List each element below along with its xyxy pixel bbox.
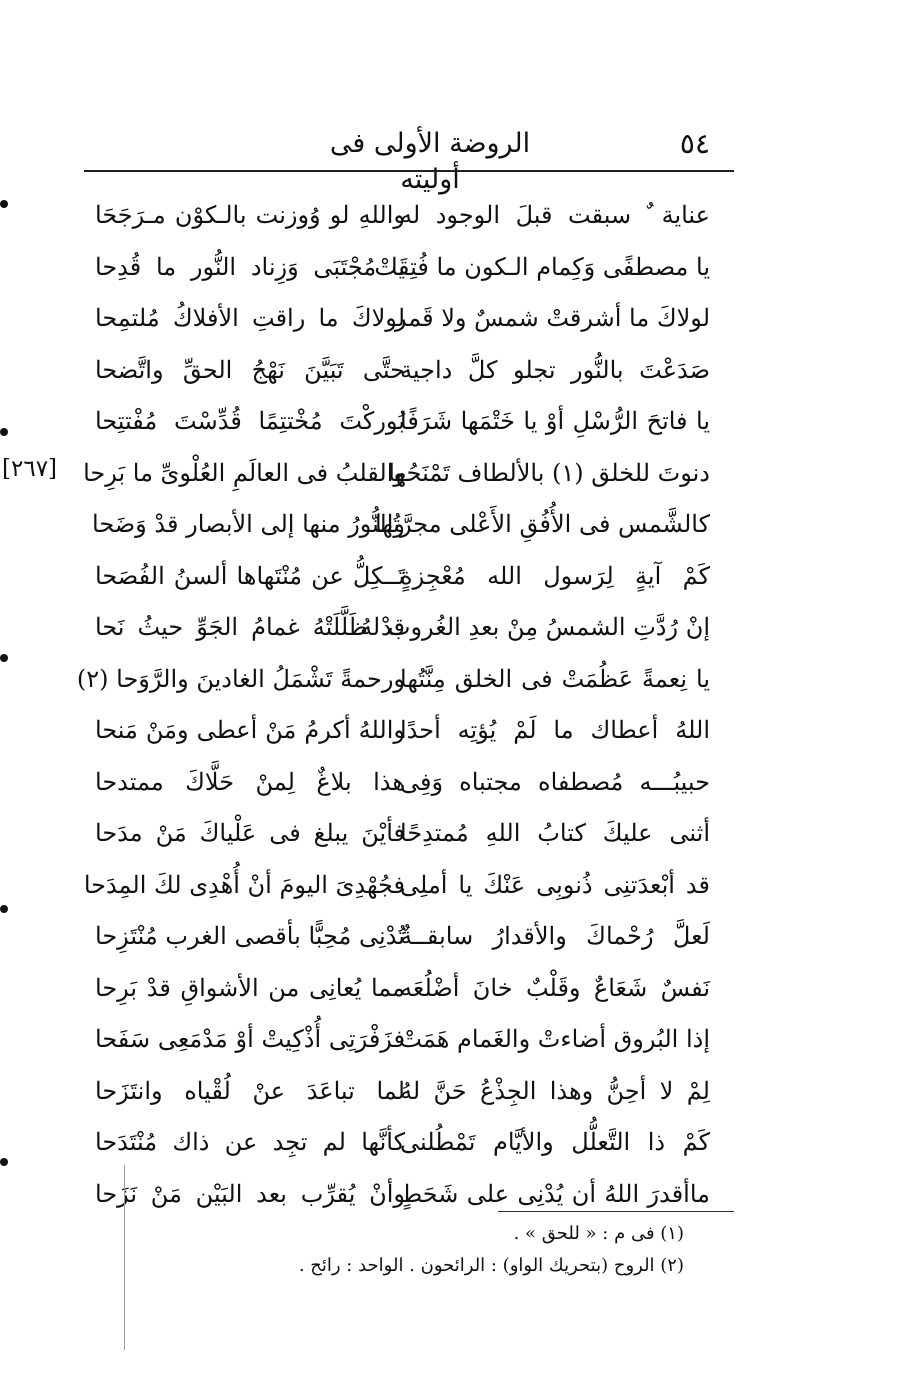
- verse-line: كَمْ ذا التَّعلُّل والأيَّام تَمْطُلنى: [400, 1128, 710, 1156]
- verse-line: فجُهْدِىَ اليومَ أنْ أُهْدِى لكَ المِدَحا: [83, 870, 405, 899]
- verse-line: تَــكِلُّ عن مُنْتَهاها ألسنُ الفُصَحا: [95, 561, 405, 590]
- page-number: ٥٤: [679, 127, 710, 160]
- verse-line: وأنْ يُقرِّب بعد البَيْن مَنْ نَزَحا: [95, 1179, 405, 1208]
- verse-line: لولاكَ ما راقتِ الأفلاكُ مُلتمِحا: [95, 304, 405, 332]
- verse-line: فأيْنَ يبلغ فى عَلْياكَ مَنْ مدَحا: [95, 819, 405, 847]
- verse-line: حبيبُـــه مُصطفاه مجتباه وَفِى: [400, 767, 710, 796]
- verse-line: يا مُجْتَبَى وَزِناد النُّور ما قُدِحا: [95, 252, 405, 281]
- scan-mark: [0, 428, 8, 436]
- verse-line: عناية ٌ سبقت قبلَ الوجود له: [400, 201, 710, 229]
- verse-line: لِمْ لا أحِنُّ وهذا الجِذْعُ حَنَّ لهُ: [400, 1076, 710, 1105]
- verse-line: إنْ رُدَّتِ الشمسُ مِنْ بعدِ الغُروب لهُ: [360, 613, 710, 641]
- running-header-title: الروضة الأولى فى أوليته: [329, 128, 531, 195]
- verse-line: يا مصطفًى وَكِمام الـكون ما فُتِقَتْ: [374, 252, 710, 281]
- footnote-2: (٢) الروح (بتحريك الواو) : الرائحون . الواحد : رائح .: [298, 1255, 684, 1276]
- verse-line: دنوتَ للخلق (١) بالألطاف تَمْنَحُها: [388, 458, 710, 487]
- left-hemistich-column: [76, 190, 405, 1220]
- verse-line: نَفسٌ شَعَاعٌ وقَلْبٌ خانَ أضْلُعَه: [400, 973, 710, 1002]
- verse-line: حتَّى تَبَيَّنَ نَهْجُ الحقِّ واتَّضحا: [95, 355, 405, 384]
- footnote-rule: [498, 1211, 734, 1212]
- verse-line: يا فاتحَ الرُّسْلِ أوْ يا خَتْمَها شَرَفًا: [400, 407, 710, 435]
- verse-line: ورحمةً تَشْمَلُ الغادينَ والرَّوَحا (٢): [76, 664, 405, 693]
- footnote-1: (١) فى م : « للحق » .: [513, 1223, 684, 1244]
- scan-mark: [0, 200, 8, 208]
- verse-line: فزَفْرَتِى أُذْكِيتْ أوْ مَدْمَعِى سَفَحا: [95, 1025, 405, 1053]
- verse-line: قدْ ظَلَّلَتْهُ غمامُ الجَوِّ حيثُ نَحا: [95, 613, 405, 641]
- verse-line: تُدْنِى مُحِبًّا بأقصى الغرب مُنْتَزِحا: [95, 922, 405, 950]
- scan-mark: [0, 1158, 8, 1166]
- verse-line: لَعلَّ رُحْماكَ والأقدارُ سابقــةٌ: [400, 922, 710, 950]
- scan-mark: [0, 905, 8, 913]
- verse-line: بُوركْتَ مُخْتتِمًا قُدِّسْتَ مُفْتتِحا: [95, 407, 405, 435]
- verse-line: لما تباعَدَ عنْ لُقْياه وانتَزَحا: [95, 1076, 405, 1105]
- header-rule: [84, 170, 734, 172]
- verse-line: لولاكَ ما أشرقتْ شمسٌ ولا قَمر: [395, 304, 710, 332]
- scan-mark: [0, 654, 8, 662]
- verse-line: إذا البُروق أضاءتْ والغَمام هَمَتْ: [399, 1025, 710, 1053]
- verse-line: أثنى عليكَ كتابُ اللهِ مُمتدِحًا: [400, 819, 710, 847]
- verse-line: كالشَّمس فى الأُفُقِ الأَعْلى مجرَّتُها: [374, 510, 710, 538]
- gutter-line: [124, 1165, 125, 1350]
- verse-line: اللهُ أعطاك ما لَمْ يُؤتِه أحدًا: [400, 716, 710, 744]
- verse-line: كأنَّها لم تجِد عن ذاك مُنْتَدَحا: [95, 1128, 405, 1156]
- verse-line: قد أبْعدَتنِى ذُنوبِى عَنْكَ يا أملِى: [400, 870, 710, 899]
- right-hemistich-column: [360, 190, 710, 1220]
- footnotes: [230, 1218, 684, 1282]
- verse-line: ماأقدرَ اللهُ أن يُدْنِى على شَحَطٍ: [400, 1179, 710, 1208]
- verse-line: والقلبُ فى العالَمِ العُلْوىِّ ما بَرِحا: [83, 458, 405, 487]
- verse-line: واللهِ لو وُوزنت بالـكوْن مـرَجَحَا: [95, 201, 405, 229]
- verse-line: واللهُ أكرمُ مَنْ أعطى ومَنْ مَنحا: [95, 716, 405, 744]
- verse-line: يا نِعمةً عَظُمَتْ فى الخلق مِنَّتُها: [400, 664, 710, 693]
- verse-line: هذا بلاغٌ لِمنْ حَلَّاكَ ممتدحا: [95, 767, 405, 796]
- verse-line: كَمْ آيةٍ لِرَسول الله مُعْجِزةٍ: [400, 561, 710, 590]
- margin-reference: [٢٦٧]: [2, 456, 58, 482]
- verse-line: والنُّورُ منها إلى الأبصار قدْ وَضَحا: [92, 510, 405, 538]
- verse-line: صَدَعْتَ بالنُّور تجلو كلَّ داجية: [400, 355, 710, 384]
- verse-line: مما يُعانِى من الأشواقِ قدْ بَرِحا: [95, 973, 405, 1002]
